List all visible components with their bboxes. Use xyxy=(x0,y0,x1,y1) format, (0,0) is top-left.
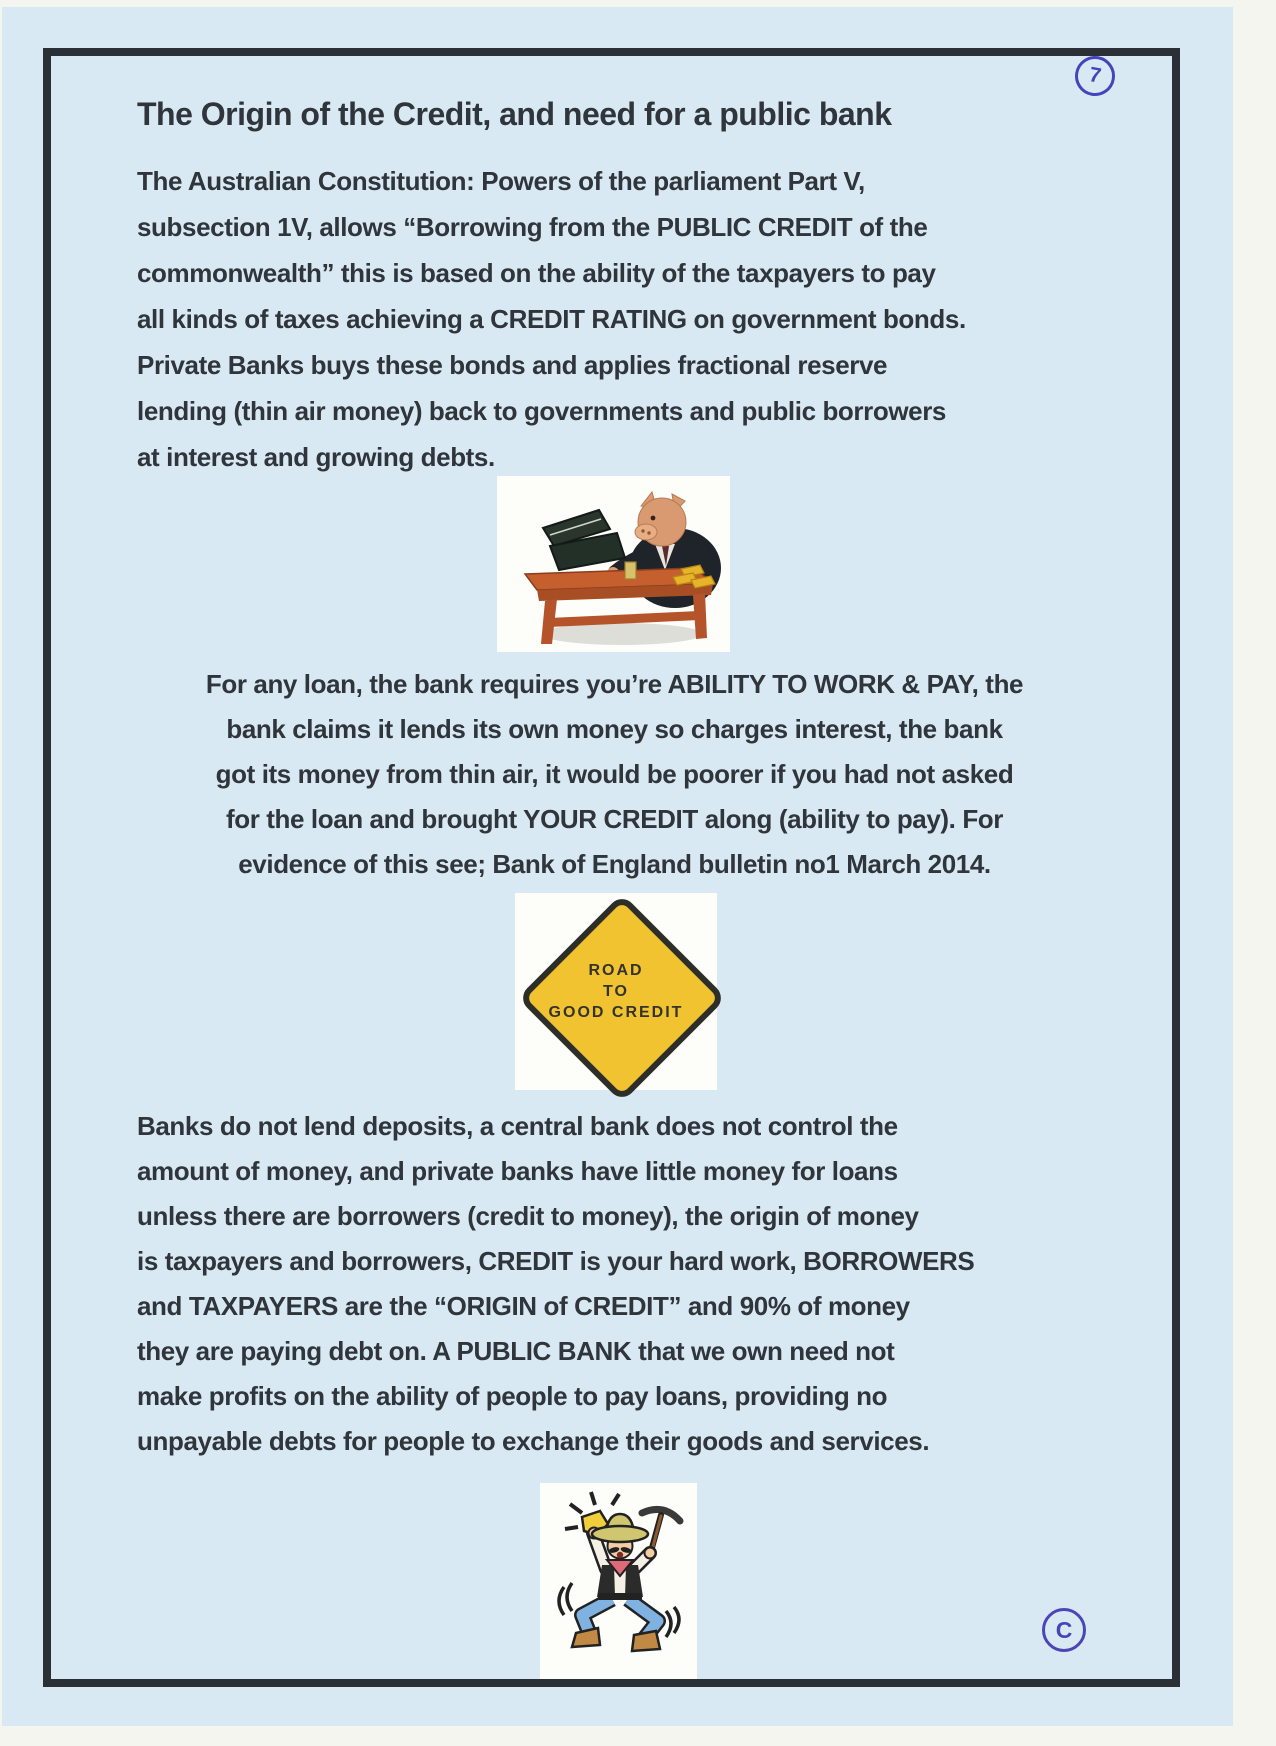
sign-line: ROAD xyxy=(588,962,644,979)
copyright-annotation xyxy=(1042,1608,1086,1652)
paragraph-banks xyxy=(137,1104,974,1464)
text-line: is taxpayers and borrowers, CREDIT is your hard work, BORROWERS xyxy=(137,1246,975,1276)
sign-line: TO xyxy=(603,983,629,1000)
cowboy-image xyxy=(540,1483,697,1679)
text-line: For any loan, the bank requires you’re ABILITY TO WORK & PAY, the xyxy=(205,669,1024,699)
text-line: unless there are borrowers (credit to money), the origin of money xyxy=(137,1201,919,1231)
text-line: Private Banks buys these bonds and applies fractional reserve xyxy=(137,350,888,380)
text-line: make profits on the ability of people to pay loans, providing no xyxy=(137,1381,888,1411)
text-line: all kinds of taxes achieving a CREDIT RATING on government bonds. xyxy=(137,304,966,334)
text-line: at interest and growing debts. xyxy=(137,442,495,472)
text-line: amount of money, and private banks have little money for loans xyxy=(137,1156,898,1186)
text-line: The Australian Constitution: Powers of the parliament Part V, xyxy=(137,166,865,196)
pig-banker-illustration xyxy=(497,476,730,652)
text-line: evidence of this see; Bank of England bulletin no1 March 2014. xyxy=(238,849,991,879)
cowboy-illustration xyxy=(540,1483,697,1679)
text-line: and TAXPAYERS are the “ORIGIN of CREDIT” and 90% of money xyxy=(137,1291,910,1321)
text-line: Banks do not lend deposits, a central bank does not control the xyxy=(137,1111,898,1141)
pig-banker-image xyxy=(497,476,730,652)
page-number: 7 xyxy=(1087,63,1103,88)
text-line: subsection 1V, allows “Borrowing from the PUBLIC CREDIT of the xyxy=(137,212,928,242)
road-sign-text xyxy=(515,893,717,1090)
text-line: commonwealth” this is based on the ability of the taxpayers to pay xyxy=(137,258,936,288)
text-line: bank claims it lends its own money so charges interest, the bank xyxy=(226,714,1003,744)
text-line: got its money from thin air, it would be poorer if you had not asked xyxy=(215,759,1014,789)
road-sign-image xyxy=(515,893,717,1090)
text-line: for the loan and brought YOUR CREDIT along (ability to pay). For xyxy=(225,804,1004,834)
sign-line: GOOD CREDIT xyxy=(548,1004,684,1021)
text-line: unpayable debts for people to exchange their goods and services. xyxy=(137,1426,930,1456)
copyright-letter: C xyxy=(1055,1616,1073,1643)
page-title: The Origin of the Credit, and need for a public bank xyxy=(137,96,892,132)
paragraph-loan xyxy=(117,662,1112,887)
text-line: they are paying debt on. A PUBLIC BANK that we own need not xyxy=(137,1336,895,1366)
text-line: lending (thin air money) back to governments and public borrowers xyxy=(137,396,946,426)
paragraph-constitution xyxy=(137,158,966,480)
